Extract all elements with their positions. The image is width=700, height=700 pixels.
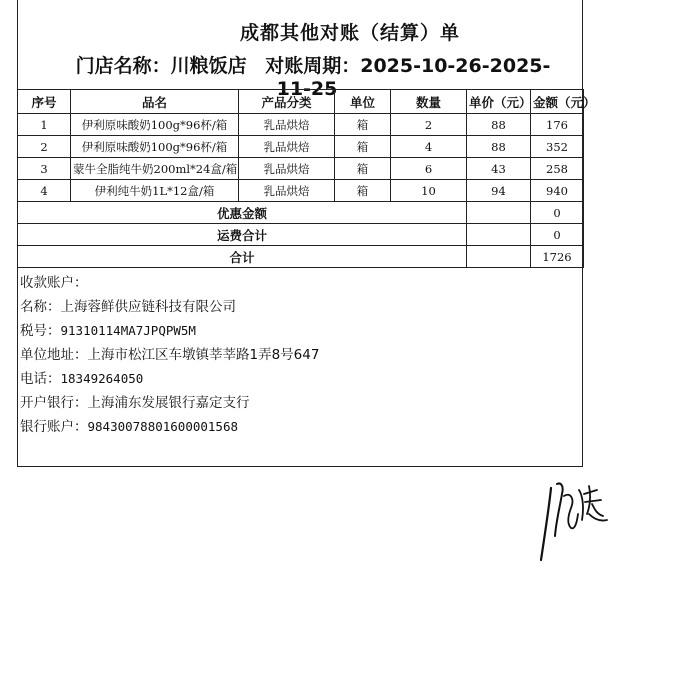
discount-value: 0 bbox=[531, 202, 584, 224]
payee-account-info bbox=[20, 272, 570, 440]
settlement-table bbox=[17, 89, 596, 268]
unit: 箱 bbox=[335, 158, 391, 180]
amount: 258 bbox=[531, 158, 584, 180]
table-row bbox=[18, 158, 584, 180]
shipping-value: 0 bbox=[531, 224, 584, 246]
amount: 352 bbox=[531, 136, 584, 158]
total-spacer bbox=[467, 246, 531, 268]
row-index: 1 bbox=[18, 114, 71, 136]
discount-label: 优惠金额 bbox=[18, 202, 467, 224]
bank-label: 开户银行： bbox=[20, 394, 88, 411]
product-category: 乳品烘焙 bbox=[239, 180, 335, 202]
product-category: 乳品烘焙 bbox=[239, 136, 335, 158]
total-label: 合计 bbox=[18, 246, 467, 268]
account-number: 98430078801600001568 bbox=[87, 419, 239, 434]
total-row bbox=[18, 246, 584, 268]
phone-number: 18349264050 bbox=[60, 371, 144, 386]
shipping-spacer bbox=[467, 224, 531, 246]
table-row bbox=[18, 114, 584, 136]
row-index: 3 bbox=[18, 158, 71, 180]
handwritten-signature-icon bbox=[537, 478, 612, 570]
column-header: 单价（元） bbox=[467, 90, 531, 114]
document-title: 成都其他对账（结算）单 bbox=[239, 22, 460, 44]
product-name: 伊利原味酸奶100g*96杯/箱 bbox=[71, 136, 239, 158]
column-header: 金额（元） bbox=[531, 90, 584, 114]
product-name: 蒙牛全脂纯牛奶200ml*24盒/箱 bbox=[71, 158, 239, 180]
company-address: 上海市松江区车墩镇莘莘路1弄8号647 bbox=[87, 346, 320, 363]
unit: 箱 bbox=[335, 114, 391, 136]
row-index: 2 bbox=[18, 136, 71, 158]
table-row bbox=[18, 136, 584, 158]
unit-price: 88 bbox=[467, 114, 531, 136]
account-number-line bbox=[20, 415, 570, 440]
discount-row bbox=[18, 202, 584, 224]
quantity: 10 bbox=[391, 180, 467, 202]
quantity: 4 bbox=[391, 136, 467, 158]
phone-line bbox=[20, 367, 570, 392]
bank-name: 上海浦东发展银行嘉定支行 bbox=[87, 394, 250, 411]
account-number-label: 银行账户： bbox=[20, 419, 88, 435]
column-header: 序号 bbox=[18, 90, 71, 114]
total-value: 1726 bbox=[531, 246, 584, 268]
column-header: 数量 bbox=[391, 90, 467, 114]
store-name: 门店名称：川粮饭店 bbox=[75, 55, 247, 77]
column-header: 产品分类 bbox=[239, 90, 335, 114]
address-label: 单位地址： bbox=[20, 346, 88, 363]
product-category: 乳品烘焙 bbox=[239, 158, 335, 180]
quantity: 2 bbox=[391, 114, 467, 136]
shipping-row bbox=[18, 224, 584, 246]
product-category: 乳品烘焙 bbox=[239, 114, 335, 136]
product-name: 伊利纯牛奶1L*12盒/箱 bbox=[71, 180, 239, 202]
bank-line bbox=[20, 392, 570, 416]
tax-id-line bbox=[20, 319, 570, 344]
address-line bbox=[20, 344, 570, 368]
unit: 箱 bbox=[335, 136, 391, 158]
product-name: 伊利原味酸奶100g*96杯/箱 bbox=[71, 114, 239, 136]
row-index: 4 bbox=[18, 180, 71, 202]
unit-price: 88 bbox=[467, 136, 531, 158]
column-header: 品名 bbox=[71, 90, 239, 114]
tax-id: 91310114MA7JPQPW5M bbox=[60, 323, 196, 338]
company-name: 上海蓉鲜供应链科技有限公司 bbox=[60, 298, 236, 315]
account-heading: 收款账户： bbox=[20, 275, 88, 291]
company-name-line bbox=[20, 296, 570, 320]
column-header: 单位 bbox=[335, 90, 391, 114]
reconciliation-period: 对账周期：2025-10-26-2025-11-25 bbox=[265, 55, 551, 100]
discount-spacer bbox=[467, 202, 531, 224]
table-header-row bbox=[18, 90, 584, 114]
phone-label: 电话： bbox=[20, 371, 61, 387]
name-label: 名称： bbox=[20, 298, 61, 315]
amount: 940 bbox=[531, 180, 584, 202]
tax-label: 税号： bbox=[20, 323, 61, 339]
unit-price: 94 bbox=[467, 180, 531, 202]
unit-price: 43 bbox=[467, 158, 531, 180]
quantity: 6 bbox=[391, 158, 467, 180]
amount: 176 bbox=[531, 114, 584, 136]
unit: 箱 bbox=[335, 180, 391, 202]
table-row bbox=[18, 180, 584, 202]
shipping-label: 运费合计 bbox=[18, 224, 467, 246]
